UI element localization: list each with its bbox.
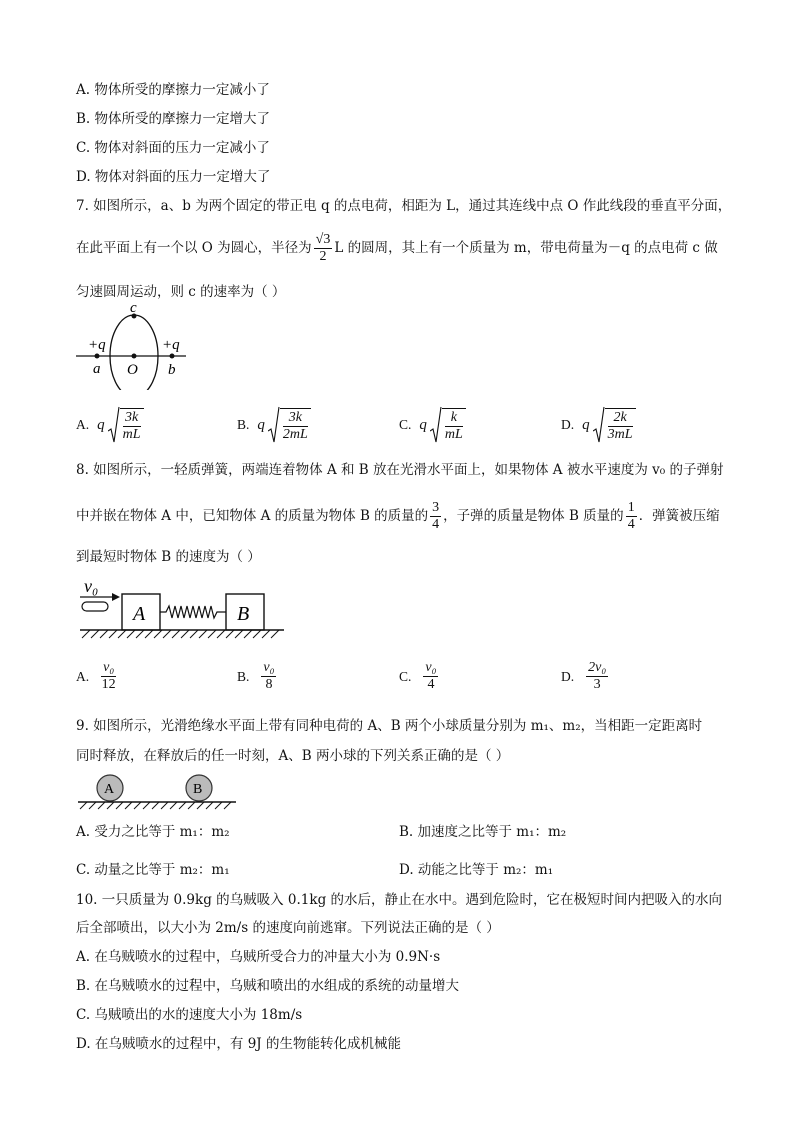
q9-option-d: D. 动能之比等于 m₂：m₁	[399, 862, 554, 878]
option-letter: B.	[237, 417, 250, 432]
q7-option	[399, 405, 466, 445]
q7-stem-line2: 在此平面上有一个以 O 为圆心，半径为 $\frac{√3}{2}$ L 的圆周，其上有一个质量为 m，带电荷量为－q 的点电荷 c 做	[76, 232, 718, 264]
q8-fraction-3-4: $\frac{3}{4}$	[432, 500, 440, 532]
sqrt-fraction: $\frac{3k}{2mL}$	[280, 408, 311, 443]
option-q: q	[97, 416, 105, 433]
bullet	[82, 602, 108, 611]
sqrt-fraction: $\frac{2k}{3mL}$	[605, 408, 636, 443]
circle-orbit	[110, 315, 158, 390]
option-letter: A.	[76, 668, 90, 684]
label-b: b	[168, 362, 176, 378]
q10-option-c: C. 乌贼喷出的水的速度大小为 18m/s	[76, 1007, 303, 1023]
sqrt-fraction: $\frac{3k}{mL}$	[120, 408, 144, 443]
svg-text:A: A	[133, 603, 146, 625]
q7-option	[561, 405, 636, 445]
q7-stem-line1: 7. 如图所示，a、b 为两个固定的带正电 q 的点电荷，相距为 L，通过其连线中点 O 作此线段的垂直平分面，	[76, 198, 732, 214]
sqrt-sign	[430, 405, 442, 445]
svg-text:B: B	[237, 603, 250, 625]
q9-stem-line2: 同时释放，在释放后的任一时刻，A、B 两小球的下列关系正确的是（ ）	[76, 748, 510, 764]
q10-stem-line2: 后全部喷出，以大小为 2m/s 的速度向前逃窜。下列说法正确的是（ ）	[76, 920, 500, 936]
option-fraction: $\frac{\text{2v₀}}{3}$	[588, 660, 607, 692]
option-q: q	[257, 416, 265, 433]
q10-stem-line1: 10. 一只质量为 0.9kg 的乌贼吸入 0.1kg 的水后，静止在水中。遇到危险时，它在极短时间内把吸入的水向	[76, 892, 723, 908]
sqrt-sign	[593, 405, 605, 445]
label-a: a	[93, 361, 101, 377]
sqrt-sign	[108, 405, 120, 445]
q9-figure	[76, 772, 240, 812]
q10-option-d: D. 在乌贼喷水的过程中，有 9J 的生物能转化成机械能	[76, 1036, 402, 1052]
q7-option	[76, 405, 144, 445]
label-c: c	[130, 300, 137, 316]
q8-fraction-1-4: $\frac{1}{4}$	[627, 500, 635, 532]
label-qb: +q	[162, 337, 180, 353]
q9-option-a: A. 受力之比等于 m₁：m₂	[76, 824, 230, 840]
q8-option	[76, 660, 118, 693]
q6-option-d: D. 物体对斜面的压力一定增大了	[76, 169, 271, 185]
q7-figure	[74, 300, 194, 390]
q8-figure	[76, 572, 288, 644]
q8-option	[399, 660, 440, 693]
label-v0: v₀	[84, 576, 99, 596]
q6-option-a: A. 物体所受的摩擦力一定减小了	[76, 82, 270, 98]
option-fraction: $\frac{\text{v₀}}{4}$	[425, 660, 437, 692]
q8-stem-line1: 8. 如图所示，一轻质弹簧，两端连着物体 A 和 B 放在光滑水平面上，如果物体 A 被水平速度为 v₀ 的子弹射	[76, 462, 724, 478]
q7-radius-fraction: $\frac{√3}{2}$	[315, 232, 331, 264]
q7-stem-line3: 匀速圆周运动，则 c 的速率为（ ）	[76, 284, 286, 300]
option-letter: C.	[399, 417, 412, 432]
svg-text:B: B	[193, 782, 203, 797]
q9-stem-line1: 9. 如图所示，光滑绝缘水平面上带有同种电荷的 A、B 两个小球质量分别为 m₁、m₂，当相距一定距离时	[76, 718, 703, 734]
sqrt-sign	[268, 405, 280, 445]
option-letter: D.	[561, 417, 575, 432]
option-letter: D.	[561, 668, 575, 684]
label-qa: +q	[88, 337, 106, 353]
option-q: q	[582, 416, 590, 433]
q10-option-b: B. 在乌贼喷水的过程中，乌贼和喷出的水组成的系统的动量增大	[76, 978, 460, 994]
q6-option-b: B. 物体所受的摩擦力一定增大了	[76, 111, 271, 127]
option-fraction: $\frac{\text{v₀}}{8}$	[263, 660, 275, 692]
option-q: q	[419, 416, 427, 433]
q9-option-c: C. 动量之比等于 m₂：m₁	[76, 862, 230, 878]
q8-stem-line2: 中并嵌在物体 A 中，已知物体 A 的质量为物体 B 的质量的 $\frac{3}{4}$ ，子弹的质量是物体 B 质量的 $\frac{1}{4}$ ．弹簧被压缩	[76, 500, 720, 532]
svg-text:A: A	[104, 782, 115, 797]
spring	[160, 606, 226, 618]
q8-stem-line3: 到最短时物体 B 的速度为（ ）	[76, 549, 261, 565]
option-letter: A.	[76, 417, 90, 432]
q7-option	[237, 405, 311, 445]
q6-option-c: C. 物体对斜面的压力一定减小了	[76, 140, 270, 156]
q10-option-a: A. 在乌贼喷水的过程中，乌贼所受合力的冲量大小为 0.9N·s	[76, 949, 441, 965]
q9-option-b: B. 加速度之比等于 m₁：m₂	[399, 824, 567, 840]
option-letter: C.	[399, 668, 412, 684]
sqrt-fraction: $\frac{k}{mL}$	[442, 408, 466, 443]
label-O: O	[127, 362, 138, 378]
q8-option	[561, 660, 610, 693]
option-fraction: $\frac{\text{v₀}}{12}$	[101, 660, 116, 692]
option-letter: B.	[237, 668, 250, 684]
q8-option	[237, 660, 278, 693]
